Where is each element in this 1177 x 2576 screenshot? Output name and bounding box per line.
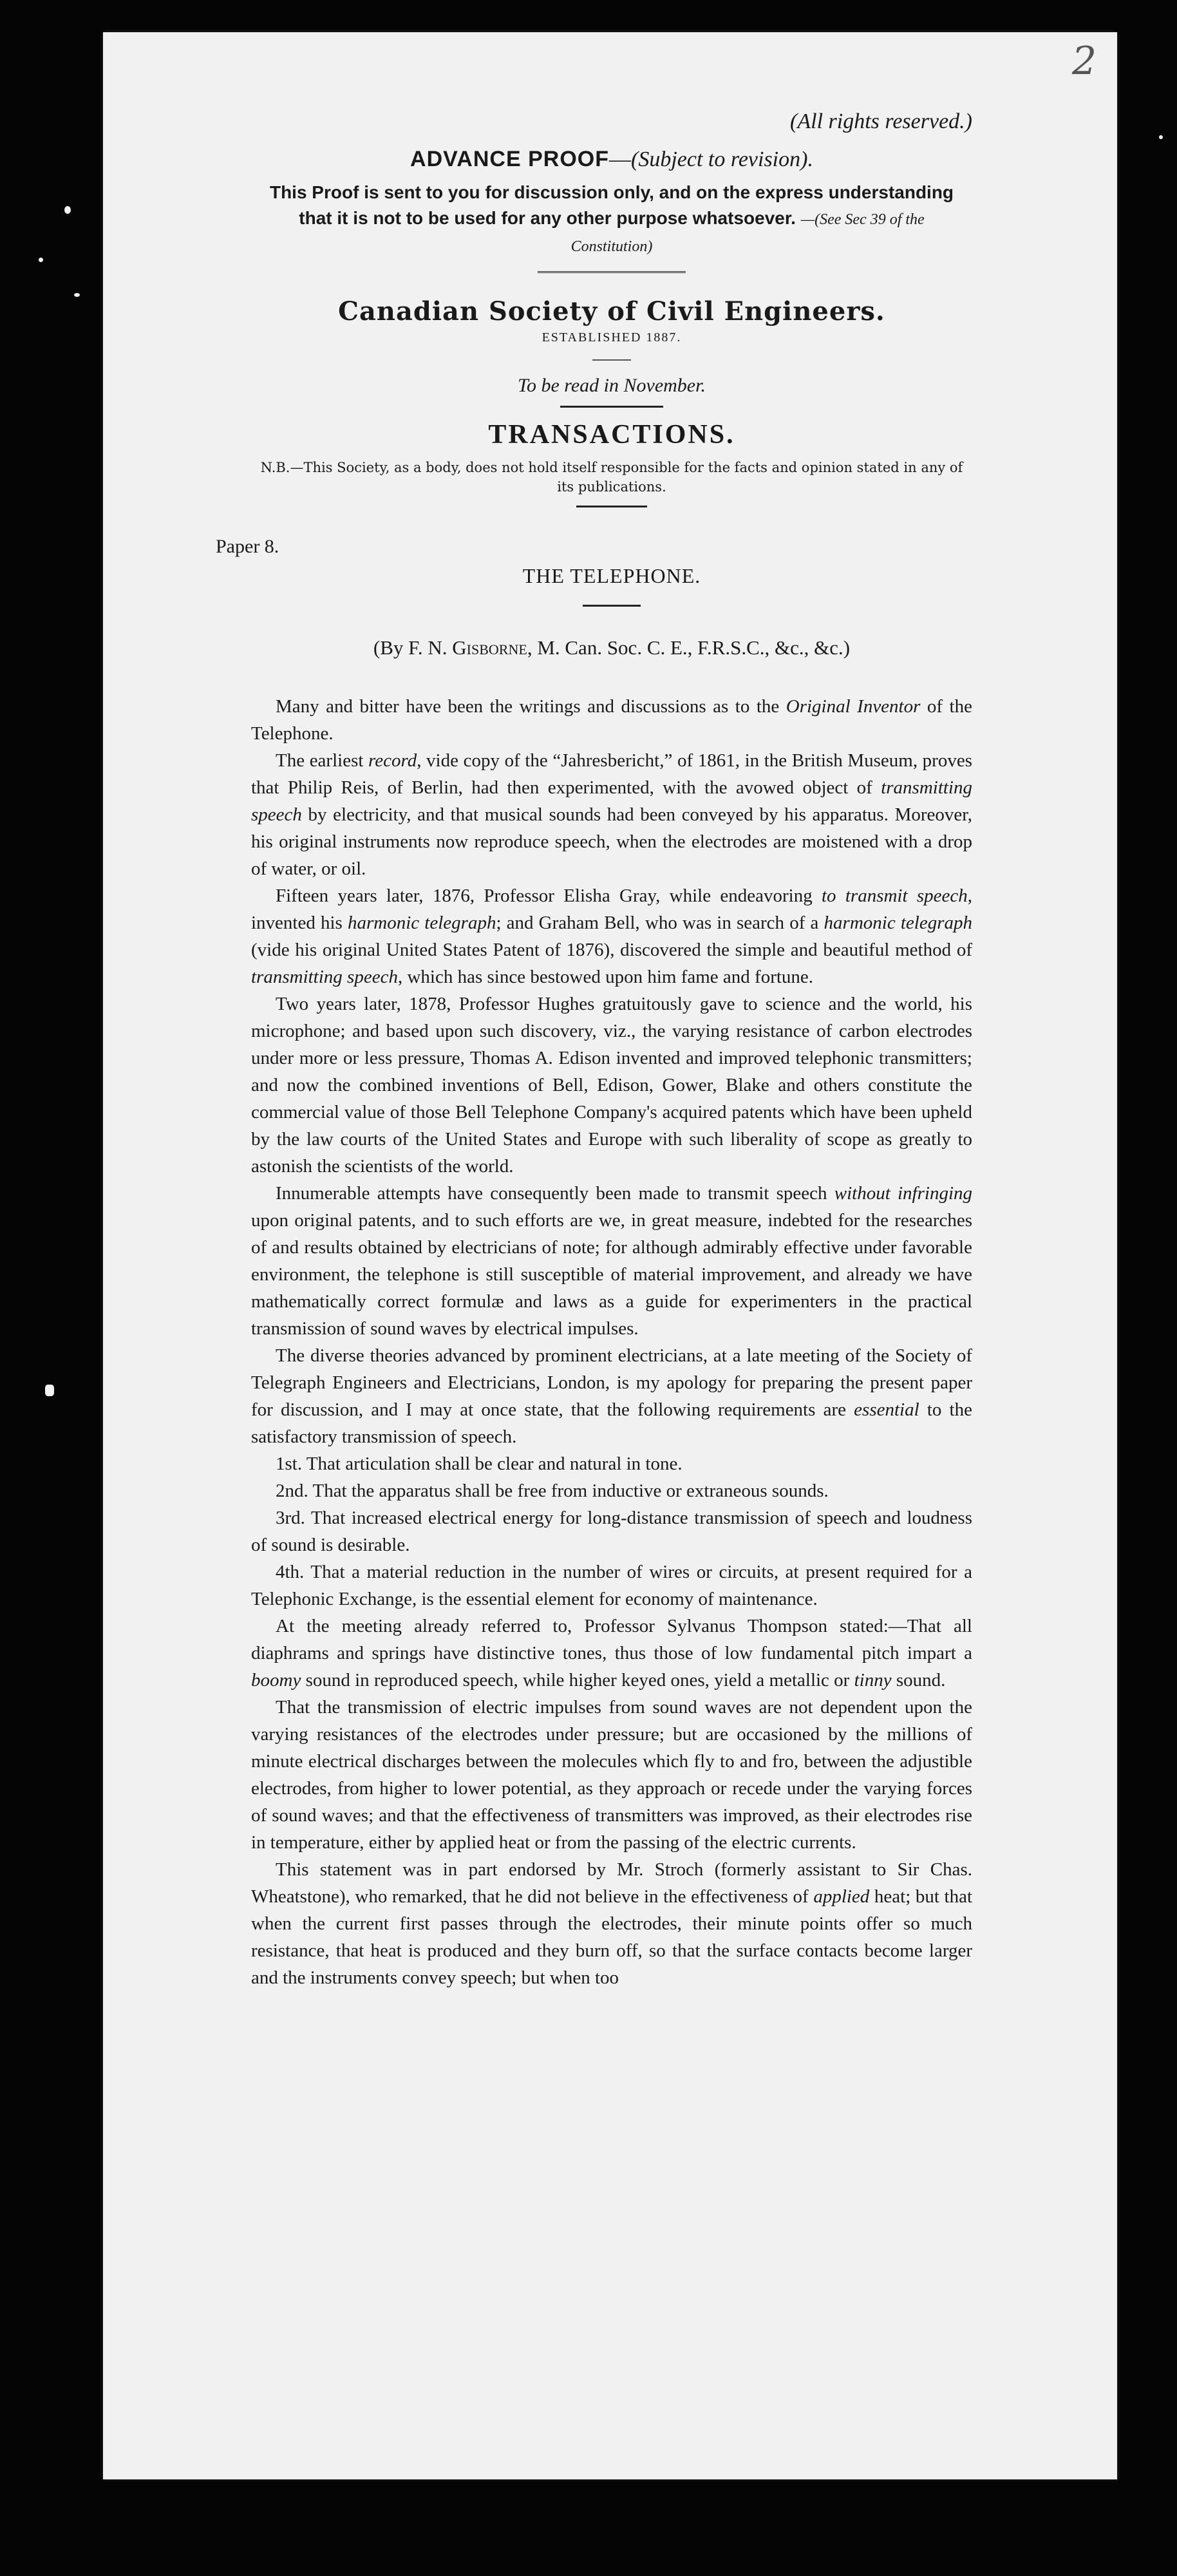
author-name: Gisborne <box>452 636 527 659</box>
author-credentials: , M. Can. Soc. C. E., F.R.S.C., &c., &c.) <box>527 636 851 659</box>
paragraph-text: (vide his original United States Patent of 1876), discovered the simple and beautiful method of <box>251 940 972 960</box>
body-paragraph <box>251 1477 972 1504</box>
paragraph-text: 1st. That articulation shall be clear and natural in tone. <box>276 1454 683 1474</box>
paragraph-text: Two years later, 1878, Professor Hughes gratuitously gave to science and the world, his microphone; and based upon such discovery, viz., the varying resistance of carbon electrodes under more or less pressure, Thomas A. Edison invented and improved telephonic transmitters; and now the combined inventions of Bell, Edison, Gower, Blake and others constitute the commercial value of those Bell Telephone Company's acquired patents which have been upheld by the law courts of the United States and Europe with such liberality of scope as greatly to astonish the scientists of the world. <box>251 994 972 1177</box>
constitution-reference: —(See Sec 39 of the Constitution) <box>570 211 925 255</box>
divider-rule-2 <box>560 406 663 408</box>
advance-proof-label: ADVANCE PROOF <box>410 147 609 171</box>
paragraph-text: heat; but that when the current first passes through the electrodes, their minute points offer so much resistance, that heat is produced and they burn off, so that the surface contacts become larger and the instruments convey speech; but when too <box>251 1886 973 1988</box>
paragraph-text: This statement was in part endorsed by Mr. Stroch (formerly assistant to Sir Chas. Wheatstone), who remarked, that he did not believe in the effectiveness of <box>251 1859 972 1907</box>
scan-speck <box>1159 135 1163 139</box>
archival-corner-mark: 2 <box>1072 39 1097 84</box>
paragraph-text: ; and Graham Bell, who was in search of a <box>496 913 824 933</box>
italic-text: to transmit speech <box>822 886 968 906</box>
body-paragraph <box>251 1694 972 1856</box>
paragraph-text: The earliest <box>276 750 369 771</box>
italic-text: transmitting speech <box>251 777 972 825</box>
paragraph-text: At the meeting already referred to, Professor Sylvanus Thompson stated:—That all diaphrams and springs have distinctive tones, thus those of low fundamental pitch impart a <box>251 1616 972 1663</box>
advance-proof-dash: — <box>609 147 631 171</box>
paragraph-text: 4th. That a material reduction in the number of wires or circuits, at present required for a Telephonic Exchange, is the essential element for economy of maintenance. <box>251 1562 972 1609</box>
paragraph-text: , vide copy of the “Jahresbericht,” of 1861, in the British Museum, proves that Philip Reis, of Berlin, had then experimented, with the avowed object of <box>251 750 972 798</box>
italic-text: boomy <box>251 1670 301 1690</box>
italic-text: without infringing <box>834 1183 972 1204</box>
paragraph-text: That the transmission of electric impulses from sound waves are not dependent upon the varying resistances of the electrodes under pressure; but are occasioned by the millions of minute electrical discharges between the molecules which fly to and fro, between the adjustible electrodes, from higher to lower potential, as they approach or recede under the varying forces of sound waves; and that the effectiveness of transmitters was improved, as their electrodes rise in temperature, either by applied heat or from the passing of the electric currents. <box>251 1697 972 1853</box>
body-paragraph <box>251 693 972 747</box>
divider-rule-3 <box>576 506 647 507</box>
proof-notice <box>264 180 959 260</box>
paper-body <box>251 693 972 1991</box>
italic-text: tinny <box>854 1670 892 1690</box>
italic-text: transmitting speech <box>251 967 398 987</box>
society-name: Canadian Society of Civil Engineers. <box>338 296 885 327</box>
paragraph-text: 3rd. That increased electrical energy for long-distance transmission of speech and loudness of sound is desirable. <box>251 1508 972 1555</box>
paper-title: THE TELEPHONE. <box>522 564 701 587</box>
divider-rule <box>538 271 686 273</box>
italic-text: harmonic telegraph <box>348 913 496 933</box>
established-line: ESTABLISHED 1887. <box>541 330 682 345</box>
scan-speck <box>64 206 71 214</box>
paragraph-text: The diverse theories advanced by prominent electricians, at a late meeting of the Society of Telegraph Engineers and Electricians, London, is my apology for preparing the present paper for discussion, and I may at once state, that the following requirements are <box>251 1345 972 1420</box>
proof-notice-text: This Proof is sent to you for discussion only, and on the express understanding that it is not to be used for any other purpose whatsoever. <box>269 182 954 228</box>
paragraph-text: to the satisfactory transmission of speech. <box>251 1399 972 1447</box>
paragraph-text: upon original patents, and to such efforts are we, in great measure, indebted for the researches of and results obtained by electricians of note; for although admirably effective under favorable environment, the telephone is still susceptible of material improvement, and already we have mathematically correct formulæ and laws as a guide for experimenters in the practical transmission of sound waves by electrical impulses. <box>251 1210 972 1339</box>
body-paragraph <box>251 1856 972 1991</box>
body-paragraph <box>251 1342 972 1450</box>
paper-number: Paper 8. <box>216 536 279 557</box>
italic-text: record <box>368 750 417 771</box>
paragraph-text: , invented his <box>251 886 972 933</box>
body-paragraph <box>251 882 972 990</box>
paragraph-text: sound. <box>891 1670 946 1690</box>
author-line <box>251 636 972 659</box>
paragraph-text: , which has since bestowed upon him fame and fortune. <box>397 967 814 987</box>
italic-text: essential <box>854 1399 919 1420</box>
body-paragraph <box>251 990 972 1180</box>
rights-reserved-note: (All rights reserved.) <box>790 109 972 133</box>
paragraph-text: 2nd. That the apparatus shall be free from inductive or extraneous sounds. <box>276 1481 829 1501</box>
scan-speck <box>45 1385 54 1396</box>
transactions-heading: TRANSACTIONS. <box>488 420 735 450</box>
italic-text: harmonic telegraph <box>824 913 972 933</box>
body-paragraph <box>251 1180 972 1342</box>
body-paragraph <box>251 1613 972 1694</box>
scan-speck <box>39 258 43 262</box>
nb-disclaimer: N.B.—This Society, as a body, does not hold itself responsible for the facts and opinion stated in any of its publications. <box>260 460 963 495</box>
paragraph-text: by electricity, and that musical sounds had been conveyed by his apparatus. Moreover, his original instruments now reproduce speech, when the electrodes are moistened with a drop of water, or oil. <box>251 804 972 879</box>
paragraph-text: Many and bitter have been the writings and discussions as to the <box>276 696 786 717</box>
advance-proof-heading <box>251 147 972 172</box>
reading-schedule-note: To be read in November. <box>518 375 706 396</box>
body-paragraph <box>251 1504 972 1558</box>
paragraph-text: of the Telephone. <box>251 696 972 744</box>
italic-text: applied <box>813 1886 870 1907</box>
document-content <box>216 109 973 1991</box>
scan-speck <box>74 293 80 297</box>
advance-proof-subtitle: (Subject to revision). <box>631 147 813 171</box>
paragraph-text: Innumerable attempts have consequently been made to transmit speech <box>276 1183 834 1204</box>
body-paragraph <box>251 1450 972 1477</box>
short-divider <box>592 359 631 361</box>
title-divider <box>583 605 641 607</box>
paragraph-text: Fifteen years later, 1876, Professor Elisha Gray, while endeavoring <box>276 886 822 906</box>
paragraph-text: sound in reproduced speech, while higher keyed ones, yield a metallic or <box>301 1670 854 1690</box>
author-prefix: (By F. N. <box>373 636 453 659</box>
italic-text: Original Inventor <box>786 696 921 717</box>
body-paragraph <box>251 747 972 882</box>
body-paragraph <box>251 1558 972 1613</box>
